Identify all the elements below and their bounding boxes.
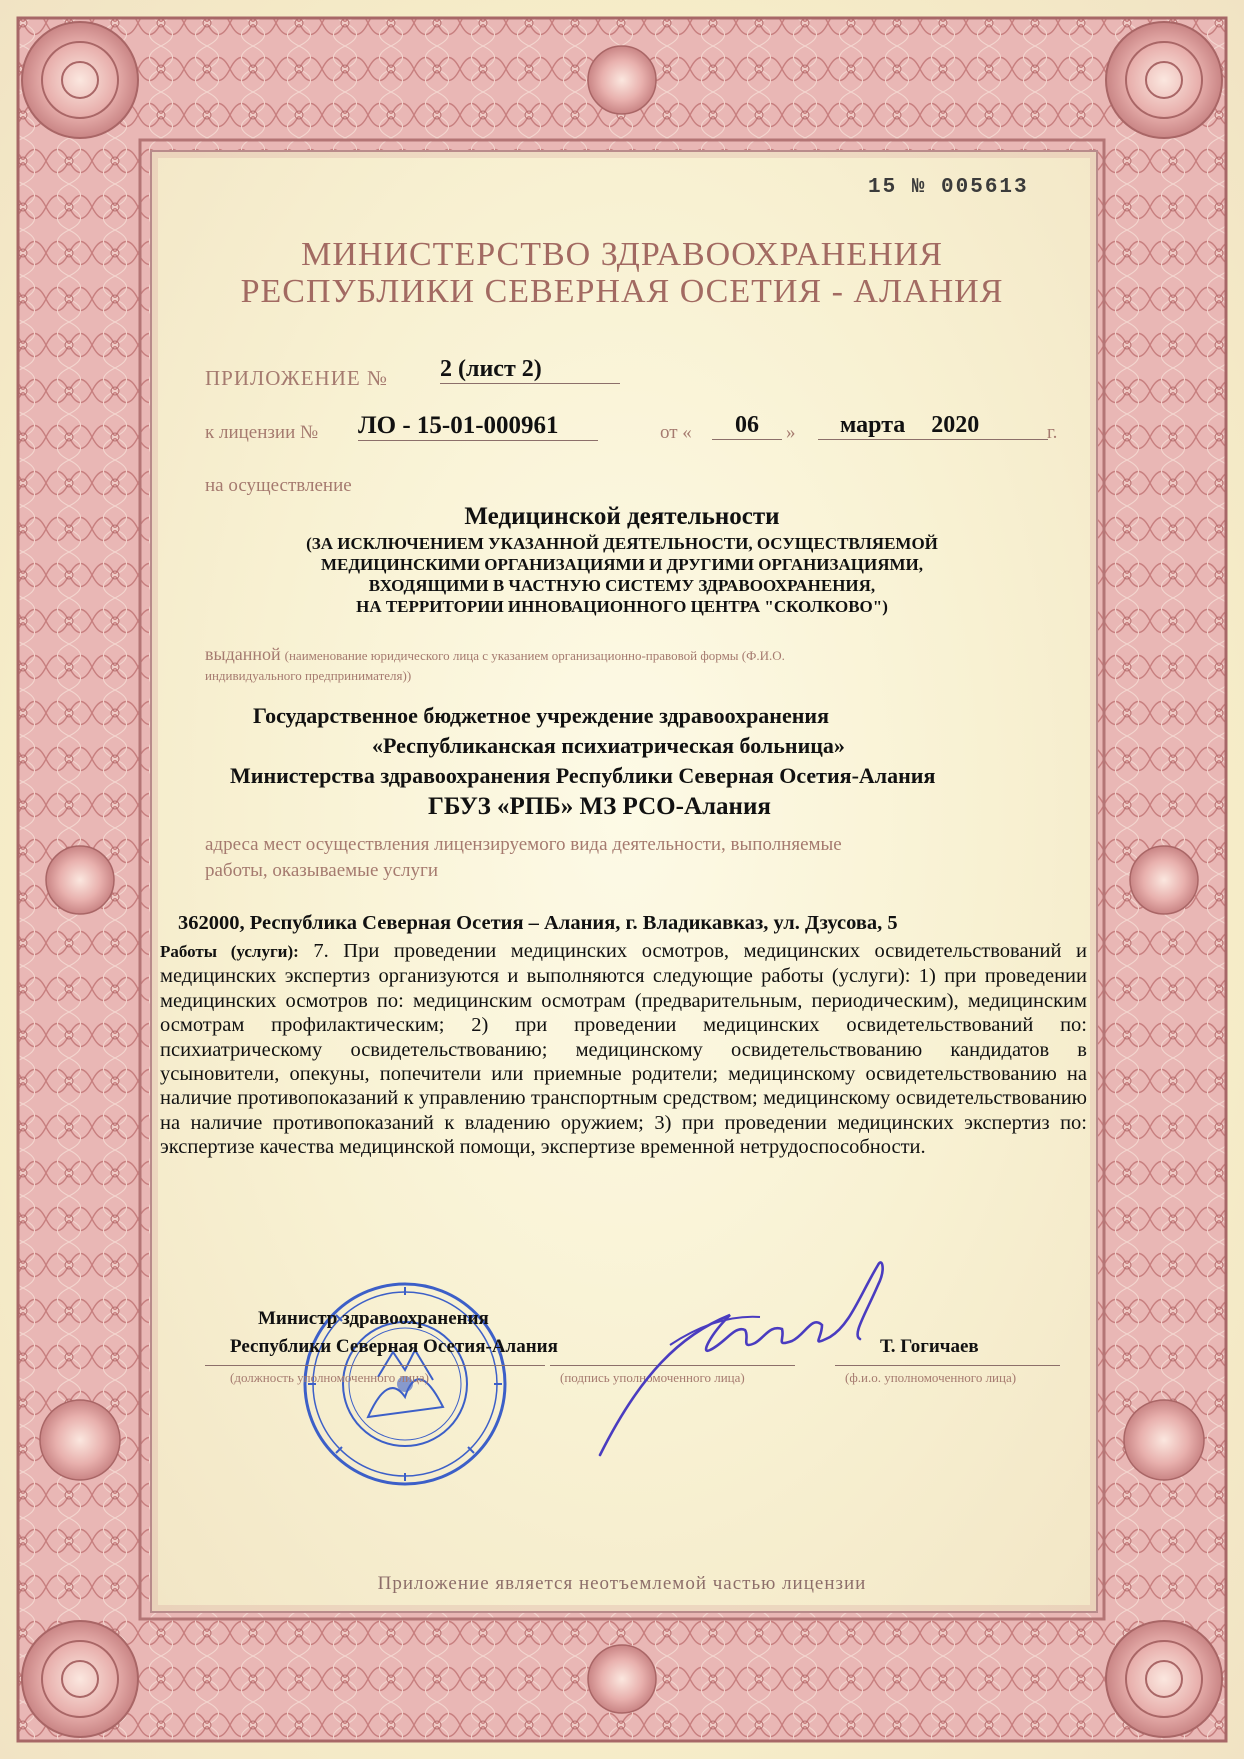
corner-rosette-top-left: [22, 22, 138, 138]
activity-details-line: НА ТЕРРИТОРИИ ИННОВАЦИОННОГО ЦЕНТРА "СКОЛКОВО"): [356, 597, 888, 616]
activity-details: [150, 533, 1094, 617]
activity-details-line: (ЗА ИСКЛЮЧЕНИЕМ УКАЗАННОЙ ДЕЯТЕЛЬНОСТИ, ОСУЩЕСТВЛЯЕМОЙ: [306, 534, 938, 553]
license-label: к лицензии №: [205, 422, 319, 443]
caption-name: (ф.и.о. уполномоченного лица): [845, 1370, 1017, 1385]
handwritten-signature: [560, 1255, 940, 1465]
works-label: Работы (услуги):: [160, 942, 299, 961]
license-number: ЛО - 15-01-000961: [358, 412, 598, 441]
organization-line1: Государственное бюджетное учреждение здравоохранения: [253, 703, 829, 728]
issued-note-line1: (наименование юридического лица с указанием организационно-правовой формы (Ф.И.О.: [284, 648, 785, 663]
signatory-position-line2: Республики Северная Осетия-Алания: [230, 1336, 558, 1357]
activity-details-line: МЕДИЦИНСКИМИ ОРГАНИЗАЦИЯМИ И ДРУГИМИ ОРГАНИЗАЦИЯМИ,: [320, 555, 924, 574]
addresses-label-line1: адреса мест осуществления лицензируемого вида деятельности, выполняемые: [205, 834, 842, 855]
license-from-label: от «: [660, 422, 692, 443]
issued-note-line2: индивидуального предпринимателя)): [205, 668, 412, 683]
ministry-title-line1: МИНИСТЕРСТВО ЗДРАВООХРАНЕНИЯ: [301, 236, 943, 273]
footer-note: Приложение является неотъемлемой частью лицензии: [377, 1573, 867, 1594]
serial-number: 15 № 005613: [868, 176, 1029, 199]
addresses-label-line2: работы, оказываемые услуги: [205, 860, 439, 881]
appendix-number: 2 (лист 2): [440, 356, 620, 384]
activity-address: 362000, Республика Северная Осетия – Алания, г. Владикавказ, ул. Дзусова, 5: [178, 912, 898, 934]
license-day: 06: [712, 412, 782, 440]
organization-line2: «Республиканская психиатрическая больница»: [372, 733, 845, 758]
activity-details-line: ВХОДЯЩИМИ В ЧАСТНУЮ СИСТЕМУ ЗДРАВООХРАНЕНИЯ,: [368, 576, 876, 595]
works-description: [160, 939, 1087, 1160]
issued-block: [205, 644, 1075, 686]
license-month: марта: [840, 412, 906, 438]
organization-line3: Министерства здравоохранения Республики Северная Осетия-Алания: [230, 763, 936, 788]
activity-label: на осуществление: [205, 475, 352, 496]
corner-rosette-bottom-right: [1106, 1621, 1222, 1737]
appendix-label: ПРИЛОЖЕНИЕ №: [205, 366, 388, 390]
license-close-quote: »: [786, 422, 796, 443]
caption-position: (должность уполномоченного лица): [230, 1370, 430, 1385]
license-year-suffix: г.: [1047, 422, 1058, 443]
works-text: 7. При проведении медицинских осмотров, медицинских освидетельствований и медицинских экспертиз организуются и выполняются следующие работы (услуги): 1) при проведении медицинских осмотров по: медицинским осмотрам (предварительным, периодическим), медицинским осмотрам профилактическим; 2) при проведении медицинских освидетельствований по: психиатрическому освидетельствованию; медицинскому освидетельствованию кандидатов в усыновители, опекуны, попечители или приемные родители; медицинскому освидетельствованию на наличие противопоказаний к управлению транспортным средством; медицинскому освидетельствованию на наличие противопоказаний к владению оружием; 3) при проведении медицинских экспертиз по: экспертизе качества медицинской помощи, экспертизе временной нетрудоспособности.: [160, 940, 1088, 1159]
organization-short-name: ГБУЗ «РПБ» МЗ РСО-Алания: [428, 793, 771, 820]
signatory-position-line1: Министр здравоохранения: [258, 1308, 489, 1329]
corner-rosette-bottom-left: [22, 1621, 138, 1737]
issued-label: выданной: [205, 644, 281, 664]
activity-title: Медицинской деятельности: [464, 503, 780, 530]
caption-signature: (подпись уполномоченного лица): [560, 1370, 745, 1385]
corner-rosette-top-right: [1106, 22, 1222, 138]
ministry-title-line2: РЕСПУБЛИКИ СЕВЕРНАЯ ОСЕТИЯ - АЛАНИЯ: [240, 273, 1004, 310]
license-year: 2020: [931, 412, 980, 438]
signatory-name: Т. Гогичаев: [880, 1336, 979, 1357]
